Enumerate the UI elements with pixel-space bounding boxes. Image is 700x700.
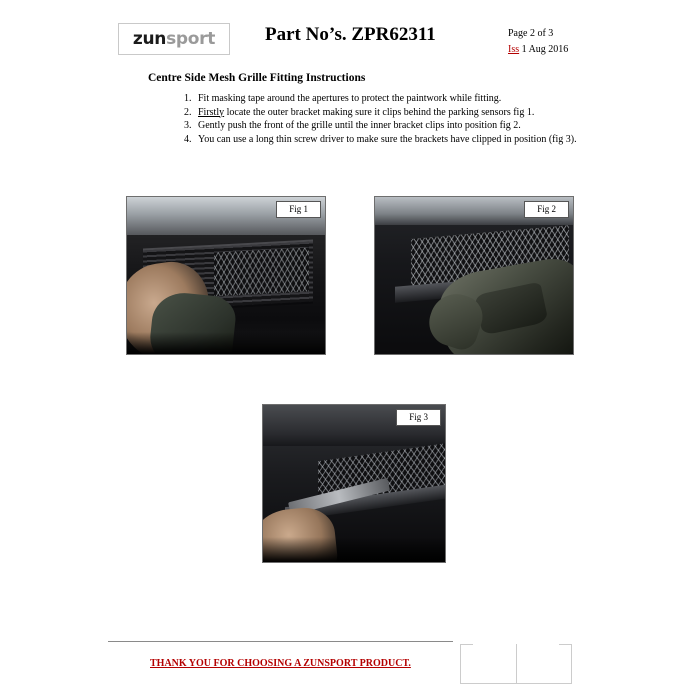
figure-2 <box>374 196 574 355</box>
figure-1-label: Fig 1 <box>276 201 321 218</box>
logo-text <box>132 28 216 49</box>
figure-3-photo <box>263 405 445 562</box>
figure-2-label: Fig 2 <box>524 201 569 218</box>
list-item <box>194 93 594 106</box>
zunsport-logo <box>118 23 230 55</box>
section-title: Centre Side Mesh Grille Fitting Instructions <box>148 72 366 84</box>
footer-divider <box>108 641 453 642</box>
step-text: You can use a long thin screw driver to make sure the brackets have clipped in position (fig 3). <box>198 133 577 145</box>
step-underlined-word: Firstly <box>198 106 225 118</box>
step-text: locate the outer bracket making sure it clips behind the parking sensors fig 1. <box>226 106 535 118</box>
list-item <box>194 107 594 120</box>
issue-label: Iss <box>508 44 520 55</box>
page-number: Page 2 of 3 <box>508 28 554 39</box>
photo-shadow <box>263 537 445 562</box>
issue-date: 1 Aug 2016 <box>521 44 569 55</box>
footer-thank-you: THANK YOU FOR CHOOSING A ZUNSPORT PRODUCT. <box>150 658 411 669</box>
photo-mesh-grille <box>214 248 309 297</box>
page-header <box>0 12 700 62</box>
figure-2-photo <box>375 197 573 354</box>
logo-text-sport: sport <box>166 28 216 49</box>
footer-box-divider <box>516 644 517 683</box>
figure-1 <box>126 196 326 355</box>
figure-3 <box>262 404 446 563</box>
figure-1-photo <box>127 197 325 354</box>
figure-3-label: Fig 3 <box>396 409 441 426</box>
list-item <box>194 134 594 147</box>
list-item <box>194 120 594 133</box>
instruction-steps <box>178 93 594 147</box>
photo-shadow <box>127 332 325 354</box>
step-text: Fit masking tape around the apertures to protect the paintwork while fitting. <box>198 93 502 104</box>
footer-box-cap-right <box>559 644 571 645</box>
part-number-title: Part No’s. ZPR62311 <box>265 24 436 45</box>
logo-text-zun: zun <box>132 28 167 49</box>
issue-line <box>508 42 568 58</box>
page-meta <box>508 26 568 58</box>
step-text: Gently push the front of the grille until the inner bracket clips into position fig 2. <box>198 120 521 131</box>
footer-placeholder-box <box>460 644 572 684</box>
footer-box-cap-left <box>461 644 473 645</box>
